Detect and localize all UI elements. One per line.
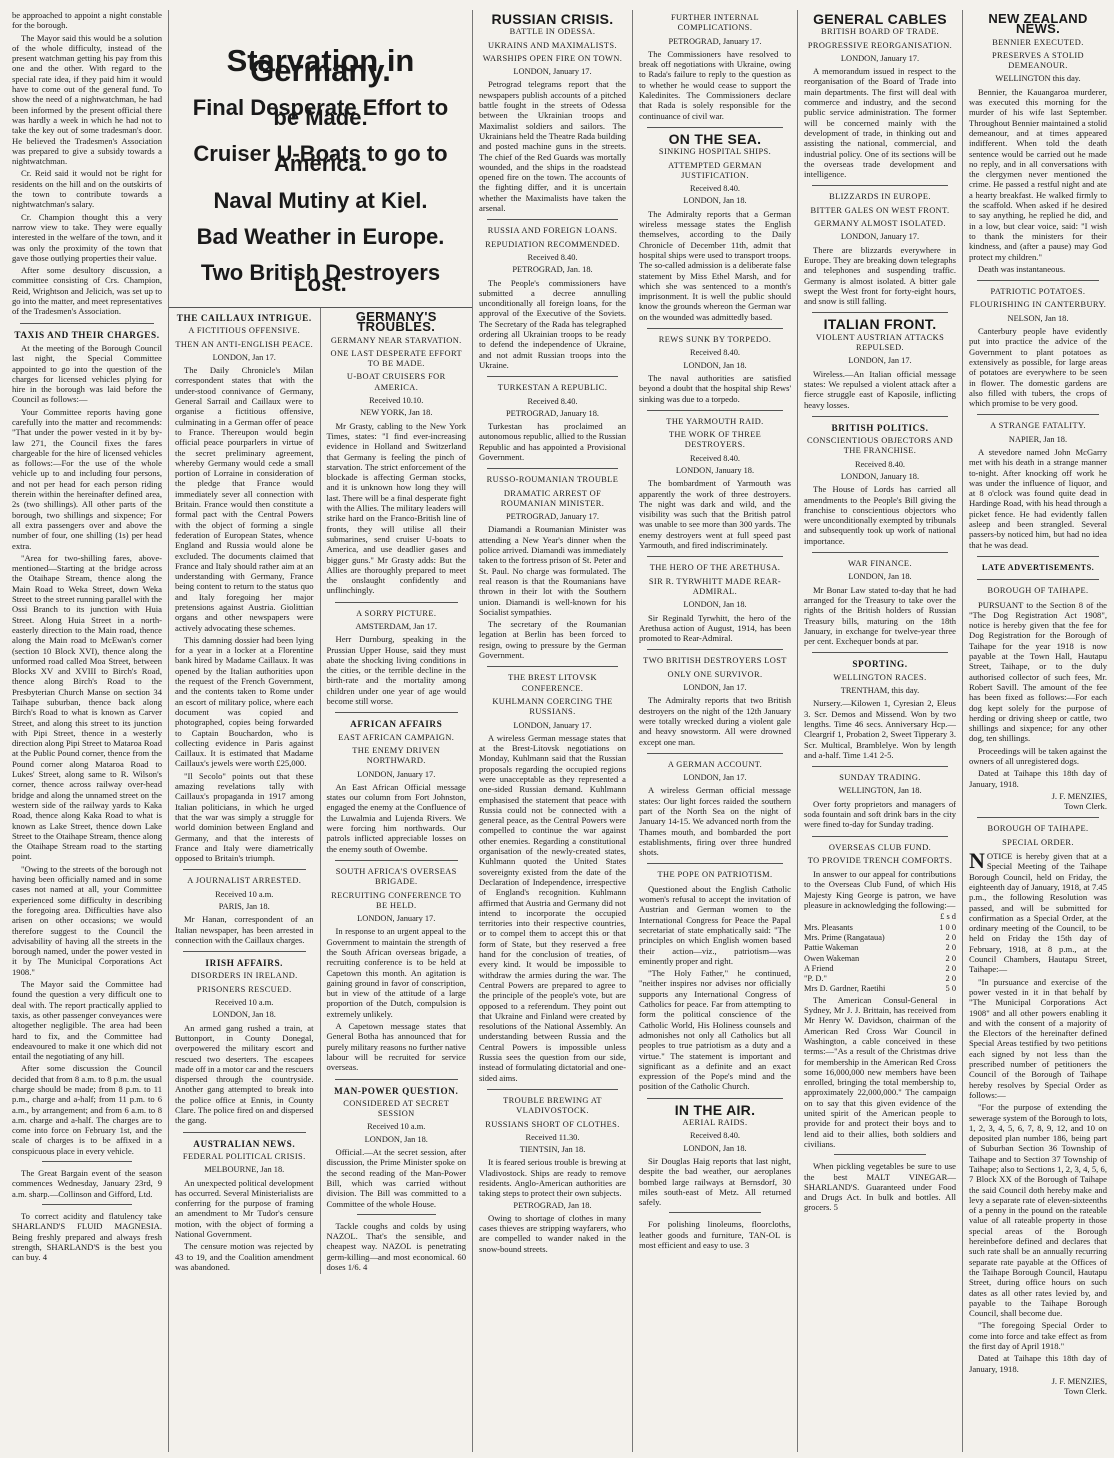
divider xyxy=(42,1204,132,1205)
currency-columns: £ s d xyxy=(940,912,956,922)
dateline: LONDON, Jan 18. xyxy=(212,1010,276,1020)
banner-line: Two British Destroyers Lost. xyxy=(200,260,441,296)
paragraph: At the meeting of the Borough Council last night, the Special Committee appointed to go into the question of the charges for licensed vehicles plying for hire in the borough was laid before the Council as follows:— xyxy=(12,342,162,405)
paragraph: A wireless German official message states: Our light forces raided the southern part of the North Sea on the night of January 14-15. We advanced north from the Thames mouth, and bombarded the port establishments, firing over three hundred shots. xyxy=(639,785,791,858)
received-time: Received 8.40. xyxy=(527,396,578,406)
article-subhead: ATTEMPTED GERMAN JUSTIFICATION. xyxy=(668,160,762,180)
dateline: NAPIER, Jan 18. xyxy=(1008,434,1068,444)
article-continuation: be approached to appoint a night constable for the borough. xyxy=(12,10,162,31)
article-subhead: EAST AFRICAN CAMPAIGN. xyxy=(338,732,455,742)
dateline: LONDON, January 17. xyxy=(513,67,592,77)
article-subhead: BITTER GALES ON WEST FRONT. xyxy=(810,205,950,215)
paragraph: The Mayor said this would be a solution of the whole difficulty, instead of the present watchman getting his pay from this one and the other. With regard to the special rate idea, if they paid him it would have to come out of the general fund. To show the need of a nightwatchman, he had been informed by the present official there was hardly a week in which he had not to take the key out of some tradesman's door. He believed the Tradesmen's Association was prepared to give a subsidy towards a nightwatchman. xyxy=(12,32,162,167)
dateline: MELBOURNE, Jan 18. xyxy=(204,1165,285,1175)
paragraph: An armed gang rushed a train, at Buttonport, in County Donegal, overpowered the military escort and rescued two deserters. The escapees made off in a motor car and the rescuers dispersed through the countryside. Another gang attempted to break into the police office at Ennis, in County Clare. The police fired on and dispersed the gang. xyxy=(175,1022,314,1126)
dateline: NELSON, Jan 18. xyxy=(1007,313,1069,323)
article-headline: TROUBLE BREWING AT VLADIVOSTOCK. xyxy=(503,1095,602,1116)
divider xyxy=(647,410,783,411)
received-time: Received 8.40. xyxy=(527,252,578,262)
paragraph: Wireless.—An Italian official message states: We repulsed a violent attack after a fierce struggle east of Kaposile, inflicting heavy losses. xyxy=(804,368,956,410)
article-headline: SUNDAY TRADING. xyxy=(839,773,921,783)
article-headline: SOUTH AFRICA'S OVERSEAS BRIGADE. xyxy=(335,866,457,887)
section-headline: NEW ZEALAND NEWS. xyxy=(988,11,1088,37)
dateline: NEW YORK, Jan 18. xyxy=(360,408,433,418)
dateline: PETROGRAD, Jan. 18. xyxy=(512,265,593,275)
paragraph: Canterbury people have evidently put into practice the advice of the Government to plant potatoes as extensively as possible, for large areas of potatoes are everywhere to be seen in flower. The domestic gardens are also filled with tubers, the crops of which promise to be very good. xyxy=(969,326,1107,409)
divider xyxy=(647,1098,783,1099)
paragraph: A memorandum issued in respect to the reorganisation of the Board of Trade into main departments. The first will deal with commerce and industry, and the second public service administration. The former will be concerned mainly with the development of trade, in thinking out and assisting the national, commercial, and industrial policy. One of its sections will be the overseas trade development and intelligence. xyxy=(804,66,956,180)
article-subhead: SIR R. TYRWHITT MADE REAR-ADMIRAL. xyxy=(648,576,782,596)
dateline: PARIS, Jan 18. xyxy=(218,902,270,911)
article-headline: BENNIER EXECUTED. xyxy=(992,37,1084,47)
paragraph: Dated at Taihape this 18th day of January, 1918. xyxy=(969,1353,1107,1374)
advertisement: The Great Bargain event of the season commences Wednesday, January 23rd, 9 a.m. sharp.—Collinson and Gifford, Ltd. xyxy=(12,1168,162,1199)
divider xyxy=(647,556,783,557)
divider xyxy=(183,869,306,870)
dateline: LONDON, January 17. xyxy=(840,53,920,63)
article-headline: WAR FINANCE. xyxy=(848,559,912,569)
subcolumn-left xyxy=(169,308,321,1274)
dateline: LONDON, Jan 17. xyxy=(848,356,912,366)
paragraph: There are blizzards everywhere in Europe. They are breaking down telegraphs and telephones and suspending traffic. Germany is almost isolated. A bitter gale swept the West front for forty-eight hours, and snow is still falling. xyxy=(804,244,956,307)
received-time: Received 10 a.m. xyxy=(367,1122,426,1132)
received-time: Received 10 a.m. xyxy=(215,998,274,1008)
article-subhead: GERMANY ALMOST ISOLATED. xyxy=(814,219,946,229)
article-headline: BOROUGH OF TAIHAPE. xyxy=(987,586,1089,596)
dateline: PETROGRAD, January 18. xyxy=(505,408,600,418)
article-subhead: WELLINGTON RACES. xyxy=(833,672,927,682)
article-headline: THE YARMOUTH RAID. xyxy=(666,416,764,426)
dateline: LONDON, January 17. xyxy=(357,769,436,779)
paragraph: Your Committee reports having gone carefully into the matter and recommends: "That under the power vested in it by by-law 271, the Council fixes the fares chargeable for the hire of licensed vehicles as follows:—For the use of the whole vehicle up to and including four persons, and not per head for each person riding therein within the hereinafter defined area, 2s (two shillings). All other parts of the borough, two shillings and sixpence; For all extra passengers over and above the number of four, one shilling (1s) per head extra. xyxy=(12,406,162,551)
article-headline: RUSSIA AND FOREIGN LOANS. xyxy=(487,226,618,236)
paragraph: Death was instantaneous. xyxy=(978,263,1066,274)
dateline: TRENTHAM, this day. xyxy=(840,686,920,696)
dateline: LONDON, January 18. xyxy=(675,465,755,475)
divider xyxy=(977,817,1099,818)
received-time: Received 8.40. xyxy=(689,1131,740,1141)
article-headline: A STRANGE FATALITY. xyxy=(990,421,1086,431)
signature-title: Town Clerk. xyxy=(1064,801,1107,812)
article-subhead: ONE LAST DESPERATE EFFORT TO BE MADE. xyxy=(330,348,462,369)
paragraph: "For the purpose of extending the sewerage system of the Borough to lots, 1, 2, 3, 4, 5, 6, 7, 8, 9, 12, and 10 on deposited plan number 186, being part of Suburban Section 36 Township of Taihape and to Section 37 Township of Taihape; also to Sections 1, 2, 3, 4, 5, 6, 7 Block XX of the Borough of Taihape the said Council doth hereby make and levy a separate rate of eleven-sixteenths of a penny in the pound on the rateable value of all rateable property in those special areas of the Borough hereinbefore defined and declares that such rate shall be an annually recurring separate rate payable at the Offices of the Taihape Borough Council, Hautapu Street, during office hours on such dates as all other rates levied by, and payable to the Taihape Borough Council, shall become due. xyxy=(969,1102,1107,1319)
article-subhead: AERIAL RAIDS. xyxy=(682,1118,748,1128)
dateline: PETROGRAD, January 17. xyxy=(505,512,600,522)
article-headline: BRITISH POLITICS. xyxy=(831,422,929,433)
article-headline: IRISH AFFAIRS. xyxy=(205,958,284,969)
divider xyxy=(335,1079,459,1080)
divider xyxy=(335,602,459,603)
dateline: LONDON, Jan 18. xyxy=(683,1143,747,1153)
article-subhead: THE WORK OF THREE DESTROYERS. xyxy=(668,430,762,450)
paragraph: This damning dossier had been lying for a year in a locker at a Florentine bank hired by Madame Caillaux. It was opened by the Italian authorities upon the request of the French Government, and the contents taken to Rome under an escort of military police, where each document was copied and photographed, copies being forwarded to Captain Bouchardon, who is collecting evidence in Paris against Caillaux. It is estimated that Madame Caillaux's jewels were worth £25,000. xyxy=(175,634,314,769)
divider xyxy=(977,556,1099,557)
advertisement: For polishing linoleums, floorcloths, leather goods and furniture, TAN-OL is most efficient and easy to use. 3 xyxy=(639,1219,791,1250)
dateline: PETROGRAD, January 17. xyxy=(668,36,762,46)
paragraph: It is feared serious trouble is brewing at Vladivostock. Ships are ready to remove residents. Anglo-American authorities are taking steps to protect their own subjects. xyxy=(479,1157,626,1199)
paragraph: "The foregoing Special Order to come into force and take effect as from the first day of April 1918." xyxy=(969,1320,1107,1352)
article-subhead: DRAMATIC ARREST OF ROUMANIAN MINISTER. xyxy=(500,488,605,508)
banner-line: Bad Weather in Europe. xyxy=(196,224,445,250)
article-subhead: A FICTITIOUS OFFENSIVE. xyxy=(188,326,301,336)
front-banner xyxy=(169,10,472,307)
advertisement: Tackle coughs and colds by using NAZOL. That's the sensible, and cheapest way. NAZOL is penetrating germ-killing—and most economical. 60 doses 1/6. 4 xyxy=(326,1220,466,1273)
article-subhead: BATTLE IN ODESSA. xyxy=(509,27,596,37)
article-subhead: SINKING HOSPITAL SHIPS. xyxy=(658,147,772,157)
divider xyxy=(812,836,948,837)
paragraph: "The Holy Father," he continued, "neither inspires nor advises nor officially supports any International Congress of Catholics for peace. Far from attempting to form the political conscience of the Catholic World, His Holiness counsels and admonishes not only all Catholics but all peoples to true patriotism as a duty and a virtue." The statement is important and significant as a definite and an exact expression of the Pope's mind and the position of the Catholic Church. xyxy=(639,968,791,1092)
fund-table-row xyxy=(804,943,956,953)
dateline: LONDON, Jan 17. xyxy=(212,352,276,362)
donor-name: "P. D." xyxy=(804,974,827,984)
article-subhead: REPUDIATION RECOMMENDED. xyxy=(485,239,620,249)
paragraph: The People's commissioners have submitted a decree annulling unconditionally all foreign loans, for the approval of the Executive of the Soviets. The Secretary of the Rada has telegraphed ordering all Ukrainian troops to be ready to defend the independence of Ukraine, and not admit Russian troops into the Ukraine. xyxy=(479,277,626,370)
article-subhead: GERMANY NEAR STARVATION. xyxy=(330,335,462,345)
article-headline: BLIZZARDS IN EUROPE. xyxy=(829,192,931,202)
article-headline: A GERMAN ACCOUNT. xyxy=(667,759,763,769)
section-headline: ITALIAN FRONT. xyxy=(823,316,937,333)
paragraph: "Il Secolo" points out that these amazing revelations tally with Caillaux's propaganda in 1917 among Italian politicians, in which he urged that the war was simply a struggle for world dominion between England and Germany, and that the interests of France and Italy were diametrically opposed to Britain's triumph. xyxy=(175,770,314,864)
paragraph: Turkestan has proclaimed an autonomous republic, allied to the Russian Republic and has appointed a Provisional Government. xyxy=(479,421,626,462)
article-subhead: KUHLMANN COERCING THE RUSSIANS. xyxy=(492,696,613,717)
article-headline: TURKESTAN A REPUBLIC. xyxy=(497,383,608,393)
dateline: WELLINGTON this day. xyxy=(995,74,1081,84)
article-subhead: SPECIAL ORDER. xyxy=(1002,837,1074,847)
paragraph-text: OTICE is hereby given that at a Special Meeting of the Taihape Borough Council, held on Friday, the eighteenth day of January, 1918, at 7.45 p.m., the following Resolution was passed, and will be submitted for confirmation as a Special Order, at the ordinary meeting of the Council, to be held on Friday the 15th day of February, 1918, at 8 p.m., at the Council Chambers, Hautapu Street, Taihape:— xyxy=(969,851,1107,975)
paragraph: Cr. Champion thought this a very narrow view to take. They were equally interested in the welfare of the town, and it was only the proximity of the town that gave those outlying properties their value. xyxy=(12,211,162,263)
paragraph xyxy=(969,848,1107,975)
signature-title: Town Clerk. xyxy=(1064,1386,1107,1397)
donor-name: Owen Wakeman xyxy=(804,953,860,963)
fund-table-row xyxy=(804,954,956,964)
article-headline: AUSTRALIAN NEWS. xyxy=(193,1138,296,1149)
fund-table-row xyxy=(804,984,956,994)
article-headline: TAXIS AND THEIR CHARGES. xyxy=(14,329,160,340)
dateline: LONDON, Jan 18. xyxy=(683,196,747,206)
donation-amount: 2 0 xyxy=(945,974,956,984)
divider xyxy=(812,652,948,653)
received-time: Received 8.40. xyxy=(854,459,905,469)
paragraph: Questioned about the English Catholic women's refusal to accept the invitation of Austrian and German women to the International Congress for Peace the Papal secretariat of state emphatically said: "The principles on which English women based their action—viz., patriotism—was eminently proper and right. xyxy=(639,883,791,966)
article-headline: REWS SUNK BY TORPEDO. xyxy=(658,335,772,345)
paragraph: Proceedings will be taken against the owners of all unregistered dogs. xyxy=(969,745,1107,766)
paragraph: The Admiralty reports that two British destroyers on the night of the 12th January were totally wrecked during a violent gale and heavy snowstorm. All were drowned except one man. xyxy=(639,695,791,747)
paragraph: A stevedore named John McGarry met with his death in a strange manner to-night. After knocking off work he was under the influence of liquor, and at 8 o'clock was found quite dead in Hardinge Road, with his head through a picket fence. He had evidently fallen asleep and been strangled. Several passers-by noticed him, but had no idea that he was dead. xyxy=(969,446,1107,550)
article-subhead: VIOLENT AUSTRIAN ATTACKS REPULSED. xyxy=(815,332,945,353)
divider xyxy=(977,579,1099,580)
dateline: LONDON, January 17. xyxy=(513,720,592,730)
dateline: LONDON, Jan 18. xyxy=(364,1134,428,1144)
paragraph: The naval authorities are satisfied beyond a doubt that the hospital ship Rews' sinking was due to a torpedo. xyxy=(639,372,791,404)
paragraph: Herr Durnburg, speaking in the Prussian Upper House, said they must abate the shocking living conditions in the cities, or the terrible decline in the birth-rate and the mortality among children under one year of age would become still worse. xyxy=(326,634,466,707)
article-subhead: CONSIDERED AT SECRET SESSION xyxy=(343,1098,450,1119)
article-headline: THE CAILLAUX INTRIGUE. xyxy=(176,312,312,323)
banner-line: Final Desperate Effort to be Made. xyxy=(192,94,449,130)
article-headline: TWO BRITISH DESTROYERS LOST xyxy=(643,656,787,666)
article-headline: PATRIOTIC POTATOES. xyxy=(990,287,1086,297)
article-subhead: CONSCIENTIOUS OBJECTORS AND THE FRANCHISE. xyxy=(806,436,954,456)
paragraph: Petrograd telegrams report that the newspapers publish accounts of a pitched battle fought in the streets of Odessa between the Ukrainian troops and Maximalist soldiers and sailors. The Ukrainians held the Theatre Rada building and posted machine guns in the streets. The chief of the Red Guards was mortally wounded, and the ships in the roadstead opened fire on the town. The accounts of the fighting differ, and it is uncertain whether the Maximalists have taken the arsenal. xyxy=(479,79,626,214)
paragraph: The House of Lords has carried all amendments to the People's Bill giving the franchise to conscientious objectors who were unconditionally exempted by tribunals and subsequently took up work of national importance. xyxy=(804,484,956,546)
article-subhead: THE ENEMY DRIVEN NORTHWARD. xyxy=(352,745,441,766)
dateline: LONDON, Jan 18. xyxy=(848,572,912,582)
donor-name: Mrs. Pleasants xyxy=(804,922,853,932)
paragraph: The secretary of the Roumanian legation at Berlin has been forced to resign, owing to pressure by the German Government. xyxy=(479,619,626,661)
article-headline: THE POPE ON PATRIOTISM. xyxy=(657,870,773,880)
paragraph: Dated at Taihape this 18th day of January, 1918. xyxy=(969,768,1107,789)
divider xyxy=(977,414,1099,415)
received-time: Received 8.40. xyxy=(689,453,740,463)
donation-amount: 2 0 xyxy=(945,963,956,973)
banner-line: Starvation in Germany. xyxy=(226,43,415,89)
article-headline: BOROUGH OF TAIHAPE. xyxy=(987,824,1089,834)
donor-name: A Friend xyxy=(804,963,834,973)
divider xyxy=(812,185,948,186)
paragraph: Diamandi a Roumanian Minister was attending a New Year's dinner when the police arrived. Diamandi was immediately taken to the fortress prison of St. Peter and St. Paul. No charge was formulated. The real reason is that the Roumanians have thrown in their lot with the Southern union. Diamandi is well-known for his Socialist sympathies. xyxy=(479,524,626,617)
banner-line: Naval Mutiny at Kiel. xyxy=(213,187,428,213)
divider xyxy=(487,376,618,377)
fund-table xyxy=(804,923,956,995)
article-subhead: DISORDERS IN IRELAND. xyxy=(190,971,298,981)
paragraph: After some discussion the Council decided that from 8 a.m. to 8 p.m. the usual charge should be made; from 8 p.m. to 11 p.m., charge and a-half; from 11 p.m. to 6 a.m., by arrangement; and from 6 a.m. to 8 a.m. charge and a-half. The charges are to come into force on February 1st, and the scale of charges is to be affixed in a conspicuous place in every vehicle. xyxy=(12,1063,162,1156)
divider xyxy=(487,219,618,220)
paragraph: In response to an urgent appeal to the Government to maintain the strength of the South African overseas brigade, a recruiting conference is to be held at Capetown this month. An agitation is gaining ground in favor of conscription, but in view of the attitude of a large proportion of the Dutch, compulsion is extremely unlikely. xyxy=(326,926,466,1019)
donation-amount: 1 0 0 xyxy=(939,922,956,932)
article-headline: A JOURNALIST ARRESTED. xyxy=(187,876,302,886)
article-subhead: TO PROVIDE TRENCH COMFORTS. xyxy=(807,855,953,865)
donation-amount: 2 0 xyxy=(945,953,956,963)
paragraph: "In pursuance and exercise of the power vested in it in that behalf by "The Municipal Corporations Act 1908" and all other powers enabling it and with the consent of a majority of the Electors of the hereinafter defined Special Areas testified by two petitions each signed by not less than the prescribed number of petitioners the Council of the Borough of Taihape hereby resolves by Special Order as follows:— xyxy=(969,976,1107,1100)
divider xyxy=(647,863,783,864)
article-headline: FURTHER INTERNAL COMPLICATIONS. xyxy=(670,13,759,33)
section-headline: ON THE SEA. xyxy=(668,130,762,147)
column-6 xyxy=(963,10,1113,1452)
paragraph: The censure motion was rejected by 43 to 19, and the Coalition amendment was abandoned. xyxy=(175,1241,314,1272)
divider xyxy=(669,1212,761,1213)
paragraph: Nursery.—Kilowen 1, Cyresian 2, Eleus 3. Scr. Demos and Missend. Won by two lengths. Time 46 secs. Anniversary Hcp.—Cleargrif 1, Probation 2, Sweet Tipperary 3. Scr. Multical, Bramblelye. Won by length and a-half. Time 1.41 2-5. xyxy=(804,698,956,760)
paragraph: The Daily Chronicle's Milan correspondent states that with the under-stood connivance of Germany, General Sarrail and Caillaux were to organise a fictitious offensive, culminating in a German offer of peace to France. Thereupon would begin official peace pourparlers in virtue of the secret preliminary agreement, whereby Germany would cede a small portion of Lorraine in consideration of the pledge that France would immediately sever all connection with Britain. France would then constitute a formal pact with the Central Powers with the object of forming a single federation of European States, whence England and Russia would alone be excluded. The documents claimed that France and Italy should rather aim at an understanding with Germany, France being content to return to the status quo and Italy foregoing her major pretensions against Austria. Giolittian organs and other newspapers were actively advocating these schemes. xyxy=(175,365,314,633)
section-headline: LATE ADVERTISEMENTS. xyxy=(981,562,1095,572)
dateline: LONDON, January 18. xyxy=(840,471,920,481)
donation-amount: 5 0 xyxy=(945,984,956,994)
divider xyxy=(647,649,783,650)
article-subhead: FLOURISHING IN CANTERBURY. xyxy=(969,300,1107,310)
divider xyxy=(487,468,618,469)
dateline: PETROGRAD, Jan 18. xyxy=(513,1200,592,1210)
received-time: Received 10 a.m. xyxy=(215,889,274,899)
signature-name: J. F. MENZIES, xyxy=(1051,1375,1107,1386)
paragraph: The American Consul-General in Sydney, Mr J. J. Brittain, has received from Mr Henry W. Davidson, chairman of the American Red Cross War Council in Washington, a cable conceived in these terms:—"As a result of the Christmas drive for membership in the American Red Cross some 16,000,000 new members have been enrolled, bringing the total membership to, approximately 22,000,000." The campaign on to say that this given evidence of the united spirit of the American people to provide for and protect their boys and to lend aid to their allies, both soldiers and civilians. xyxy=(804,994,956,1149)
dateline: LONDON, Jan 17. xyxy=(683,683,747,693)
subcolumns xyxy=(169,307,472,1274)
paragraph: An unexpected political development has occurred. Several Ministerialists are conferring for the purpose of framing an amendment to Mr Tudor's censure motion, with the object of forming a National Government. xyxy=(175,1177,314,1240)
paragraph: Owing to shortage of clothes in many cases thieves are stripping wayfarers, who are compelled to wander naked in the snow-bound streets. xyxy=(479,1212,626,1254)
article-headline: BRITISH BOARD OF TRADE. xyxy=(821,27,939,37)
signature-name: J. F. MENZIES, xyxy=(1051,790,1107,801)
paragraph: The Commissioners have resolved to break off negotiations with Ukraine, owing to Rada's failure to reply to the question as to whether he would cease to support the Kaledinites. The Commissioners declare that Rada is solely responsible for the continuance of civil war. xyxy=(639,48,791,121)
dateline: LONDON, January 17. xyxy=(357,914,436,924)
drop-cap: N xyxy=(969,848,985,874)
donation-amount: 2 0 xyxy=(945,932,956,942)
paragraph: Cr. Reid said it would not be right for residents on the hill and on the outskirts of the town to contribute towards a nightwatchman's salary. xyxy=(12,168,162,210)
divider xyxy=(647,328,783,329)
dateline: WELLINGTON, Jan 18. xyxy=(838,786,922,796)
divider xyxy=(834,1154,926,1155)
divider xyxy=(335,712,459,713)
paragraph: The bombardment of Yarmouth was apparently the work of three destroyers. The night was dark and wild, and the visibility was such that the British patrol was unable to see more than 300 yards. The enemy destroyers went at full speed past Yarmouth, and fired indiscriminately. xyxy=(639,478,791,551)
paragraph: The Admiralty reports that a German wireless message states the English themselves, according to the Daily Chronicle of December 11th, admit that hospital ships were used to transport troops. The so-called admission is a deliberate false statement by Miss Ethel Marsh, and for which she was sentenced to a month's imprisonment. It is well the public should know the grounds whereon the German war on the wounded was admittedly based. xyxy=(639,208,791,322)
article-subhead: WARSHIPS OPEN FIRE ON TOWN. xyxy=(482,53,623,63)
divider xyxy=(647,127,783,128)
section-headline: GENERAL CABLES xyxy=(813,11,947,27)
fund-table-row xyxy=(804,923,956,933)
paragraph: PURSUANT to the Section 8 of the "The Dog Registration Act 1908", notice is hereby given that the fee for Dog Registration for the Borough of Taihape for the year 1918 is now payable at the Town Hall, Hautapu Street, Taihape, or to the duly authorised collector of such fees, Mr. Robert Savill. The amount of the fee has been fixed as follows:—For each dog kept solely for the purpose of herding or driving sheep or cattle, two shillings and sixpence; for any other dog, ten shillings. xyxy=(969,599,1107,744)
article-headline: AFRICAN AFFAIRS xyxy=(350,719,443,730)
paragraph: The Mayor said the Committee had found the question a very difficult one to deal with. The report practically applied to taxis, as other passenger conveyances were altogether negligible. The area had been hard to fix, and the Committee had endeavoured to make it one which did not entail the negotiating of any hill. xyxy=(12,979,162,1062)
article-headline: SPORTING. xyxy=(852,659,908,670)
paragraph: "Area for two-shilling fares, above-mentioned—Starting at the bridge across the Otaihape Stream, thence along the Main Road to Weka Street, down Weka Street to the street running parallel with the Ossi Branch to its junction with Huia Street. Along Huia Street in a north-easterly direction to the Main road, thence along the Main road to McEwan's corner (section 10 Block XVI), thence along the unformed road called Moa Street, between Blocks XV and XVIII to Birch's Road, thence along Birch's Road to the Presbyterian Church Manse on section 34 Taihape suburban, thence back along Birch's Road to what is known as Carver Street, and along this street to its junction with Pipi Street, thence in a westerly direction along Pipi Street to Mataroa Road at the Public Pound corner, thence from the Pound corner along Mataroa Road to Lukes' Street, along same to R. Wilson's corner, thence across railway over-head bridge and along the unnamed street on the western side of the railway yards to Kaka Road, thence along Kaka Road to what is known as Lake Street, thence down Lake Street to the Otaihape Stream, thence along the Otaihape Stream road to the starting point. xyxy=(12,552,162,862)
divider xyxy=(183,951,306,952)
advertisement: To correct acidity and flatulency take SHARLAND'S FLUID MAGNESIA. Being freshly prepared and always fresh strength, SHARLAND'S is the best you can buy. 4 xyxy=(12,1210,162,1263)
divider xyxy=(357,1214,437,1215)
paragraph: Sir Douglas Haig reports that last night, despite the bad weather, our aeroplanes bombed large railways at Bernsdorf, 30 miles south-east of Metz. All returned safely. xyxy=(639,1155,791,1208)
subcolumn-right xyxy=(321,308,473,1274)
received-time: Received 8.40. xyxy=(689,348,740,358)
dateline: LONDON, January 17. xyxy=(840,232,920,242)
divider xyxy=(812,416,948,417)
column-2 xyxy=(169,10,473,1452)
received-time: Received 8.40. xyxy=(689,184,740,194)
paragraph: Over forty proprietors and managers of soda fountain and soft drink bars in the city were fined to-day for Sunday trading. xyxy=(804,798,956,830)
column-3 xyxy=(473,10,633,1452)
article-subhead: RUSSIANS SHORT OF CLOTHES. xyxy=(485,1119,620,1129)
donor-name: Pattie Wakeman xyxy=(804,943,859,953)
article-subhead: PROGRESSIVE REORGANISATION. xyxy=(807,40,953,50)
article-headline: RUSSO-ROUMANIAN TROUBLE xyxy=(486,475,619,485)
paragraph: Mr Bonar Law stated to-day that he had arranged for the Treasury to take over the rights of the British holders of Russian Treasury bills, maturing on the 18th January, in exchange for twelve-year three per cent. Exchequer bonds at par. xyxy=(804,584,956,647)
article-subhead: THEN AN ANTI-ENGLISH PEACE. xyxy=(175,339,314,349)
paragraph: Mr Hanan, correspondent of an Italian newspaper, has been arrested in connection with the Caillaux charges. xyxy=(175,914,314,945)
paragraph: A Capetown message states that General Botha has announced that for purely military reasons no further native labour will be recruited for service overseas. xyxy=(326,1021,466,1073)
paragraph: Sir Reginald Tyrwhitt, the hero of the Arethusa action of August, 1914, has been promoted to Rear-Admiral. xyxy=(639,612,791,644)
divider xyxy=(335,860,459,861)
dateline: LONDON, Jan 17. xyxy=(683,773,747,783)
divider xyxy=(812,766,948,767)
divider xyxy=(42,1161,132,1162)
received-time: Received 10.10. xyxy=(369,396,424,406)
divider xyxy=(20,323,154,324)
dateline: LONDON, Jan 18. xyxy=(683,360,747,370)
section-headline: IN THE AIR. xyxy=(674,1101,756,1118)
divider xyxy=(812,552,948,553)
dateline: TIENTSIN, Jan 18. xyxy=(519,1145,586,1155)
donor-name: Mrs D. Gardner, Raetihi xyxy=(804,984,886,994)
divider xyxy=(487,1089,618,1090)
article-headline: GERMANY'S TROUBLES. xyxy=(355,308,437,335)
divider xyxy=(977,280,1099,281)
paragraph: After some desultory discussion, a committee consisting of Crs. Champion, Reid, Wrightson and Jelicich, was set up to go into the matter, and meet representatives of the Tradesmen's Association. xyxy=(12,265,162,317)
divider xyxy=(487,666,618,667)
article-headline: THE HERO OF THE ARETHUSA. xyxy=(649,563,781,573)
dateline: LONDON, Jan 18. xyxy=(683,600,747,610)
paragraph: Mr Grasty, cabling to the New York Times, states: "I find ever-increasing evidence in Holland and Switzerland that Germany is feeling the pinch of starvation. The strict enforcement of the blockade is affecting German stocks, and it is unknown how long they will last. There will be a final desperate fight with the Allies. The military leaders will strike hard on the Franco-British line of fronts, they will utilise all their submarines, send cruiser U-boats to America, and use deadlier gases and bigger guns." Mr Grasty adds: But the Allies are thoroughly prepared to meet the onslaught confidently and unflinchingly. xyxy=(326,420,466,596)
fund-table-row xyxy=(804,974,956,984)
dateline: AMSTERDAM, Jan 17. xyxy=(355,621,437,631)
column-1 xyxy=(6,10,169,1452)
divider xyxy=(812,312,948,313)
fund-table-row xyxy=(804,964,956,974)
article-headline: OVERSEAS CLUB FUND. xyxy=(828,842,932,852)
paragraph: An East African Official message states our column from Fort Johnston, engaged the enemy at the Confluence of the Luwalmia and Lujenda Rivers. We were forcing him northwards. Our patrols inflicted appreciable losses on the enemy south of Owembe. xyxy=(326,781,466,854)
article-headline: MAN-POWER QUESTION. xyxy=(334,1085,459,1096)
article-subhead: FEDERAL POLITICAL CRISIS. xyxy=(182,1151,306,1161)
article-subhead: PRISONERS RESCUED. xyxy=(196,984,292,994)
paragraph: "Owing to the streets of the borough not having been officially named and in some cases not named at all, your Committee experienced some difficulty in describing the foregoing area. Difficulties have also arisen on other occasions; we would therefore suggest to the Council the advisability of having all the streets in the borough named, under the power vested in it by The Municipal Corporations Act 1908." xyxy=(12,863,162,977)
paragraph: In answer to our appeal for contributions to the Overseas Club Fund, of which His Majesty King George is patron, we have pleasure in acknowledging the following:— xyxy=(804,869,956,911)
fund-table-row xyxy=(804,933,956,943)
divider xyxy=(647,753,783,754)
article-headline: A SORRY PICTURE. xyxy=(356,608,437,618)
article-headline: THE BREST LITOVSK CONFERENCE. xyxy=(508,673,597,693)
banner-line: Cruiser U-Boats to go to America. xyxy=(193,141,448,177)
donor-name: Mrs. Prime (Rangataua) xyxy=(804,932,885,942)
article-subhead: UKRAINS AND MAXIMALISTS. xyxy=(488,40,617,50)
paragraph: Bennier, the Kauangaroa murderer, was executed this morning for the murder of his wife last September. Throughout Bennier maintained a stolid demeanour, and at times appeared indifferent. When told the death sentence would be carried out he made no reply, and in all conversations with the clergymen never mentioned the crime. He passed a restful night and ate a hearty breakfast. He walked firmly to the scaffold. When asked if he desired to say anything, he replied he did, and in a low, but clear voice, said: "I wish to thank the ministers for their kindness, and (after a pause) may God protect my children." xyxy=(969,86,1107,262)
fund-table-header xyxy=(804,912,956,922)
column-5 xyxy=(798,10,963,1452)
column-4 xyxy=(633,10,798,1452)
received-time: Received 11.30. xyxy=(525,1132,580,1142)
article-subhead: PRESERVES A STOLID DEMEANOUR. xyxy=(991,50,1084,71)
divider xyxy=(183,1132,306,1133)
advertisement: When pickling vegetables be sure to use the best MALT VINEGAR—SHARLAND'S. Guaranteed under Food and Drugs Act. In bulk and bottles. All grocers. 5 xyxy=(804,1161,956,1213)
article-subhead: ONLY ONE SURVIVOR. xyxy=(667,669,763,679)
article-subhead: RECRUITING CONFERENCE TO BE HELD. xyxy=(331,890,462,910)
paragraph: A wireless German message states that at the Brest-Litovsk negotiations on Monday, Kuhlmann said that the Russian proposals regarding the occupied regions were unacceptable as they represented a one-sided Russian demand. Kuhlmann emphasised the statement that peace with Russia could not be connected with a general peace, as the Central Powers were compelled to continue the war against other enemies. Regarding a constitutional organisation of the newly-created states, Kuhlmann quoted the United States sovereignty existed from the date of the Declaration of Independence, irrespective of England's recognition. Kuhlmann affirmed that Austria and Germany did not intend to incorporate the occupied territories into their respective countries, or to compel them to accept this or that form of State, but they reserved a free hand for the conclusion of treaties, of every kind. It would be impossible to withdraw the armies during the war. The Central Powers are prepared to agree to the principle of the people's vote, but are opposed to a referendum. They point out that Ukraine and Finland were created by resolutions of the National Assembly. An understanding between Russia and the Central Powers is impossible unless Russia sees the question from our side, instead of formulating dictatorial and one-sided aims. xyxy=(479,732,626,1083)
paragraph: Official.—At the secret session, after discussion, the Prime Minister spoke on the second reading of the Man-Power Bill, which was carried without division. The Bill was committed to a Committee of the whole House. xyxy=(326,1147,466,1209)
article-subhead: U-BOAT CRUISERS FOR AMERICA. xyxy=(346,372,446,392)
donation-amount: 2 0 xyxy=(945,943,956,953)
section-headline: RUSSIAN CRISIS. xyxy=(491,11,614,27)
